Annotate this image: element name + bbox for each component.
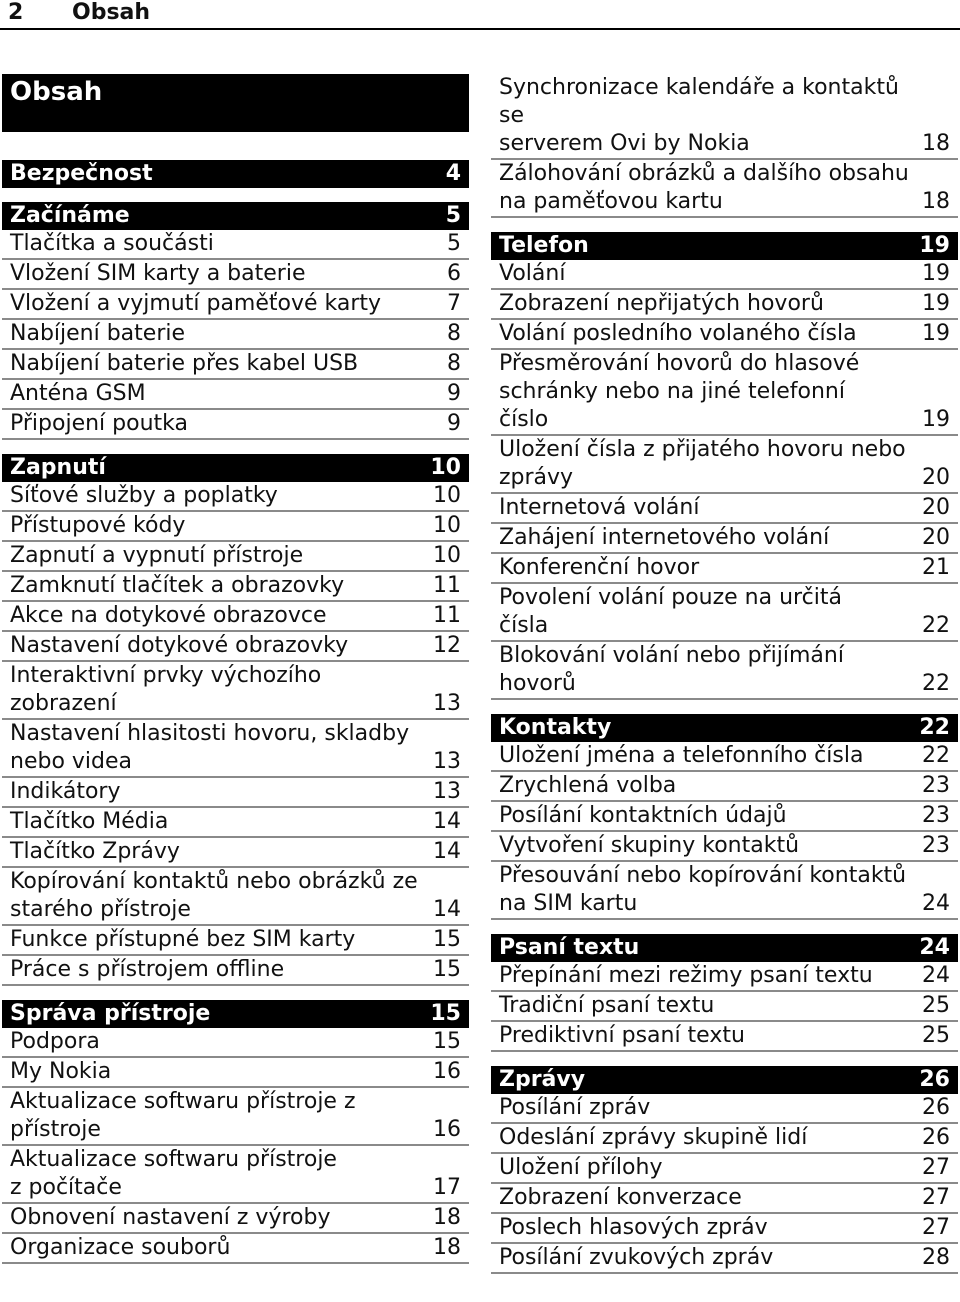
toc-entry-page: 12 (433, 633, 461, 658)
toc-entry[interactable] (2, 572, 469, 602)
toc-entry-text: Nastavení hlasitosti hovoru, skladby nebo videa (10, 721, 410, 774)
toc-entry-text: Nastavení dotykové obrazovky (10, 633, 349, 658)
toc-entry-page: 10 (433, 543, 461, 568)
toc-entry-text: Tlačítko Média (10, 809, 169, 834)
toc-entry-page: 11 (433, 603, 461, 628)
toc-entry-text: Zapnutí a vypnutí přístroje (10, 543, 304, 568)
section-heading-text: Zprávy (499, 1067, 586, 1092)
section-heading-text: Psaní textu (499, 935, 640, 960)
toc-entry-page: 9 (447, 411, 461, 436)
toc-entry[interactable] (491, 802, 958, 832)
toc-section (2, 160, 469, 188)
toc-entry-page: 23 (922, 773, 950, 798)
section-heading[interactable] (2, 454, 469, 482)
toc-entry-text: Internetová volání (499, 495, 700, 520)
section-heading-text: Bezpečnost (10, 161, 153, 186)
toc-entry-text: Zamknutí tlačítek a obrazovky (10, 573, 345, 598)
toc-entry-page: 25 (922, 993, 950, 1018)
toc-entry-text: Tlačítko Zprávy (10, 839, 180, 864)
toc-entry-page: 6 (447, 261, 461, 286)
toc-entry-page: 16 (433, 1117, 461, 1142)
toc-entry-page: 28 (922, 1245, 950, 1270)
toc-entry-text: Připojení poutka (10, 411, 188, 436)
section-heading[interactable] (491, 1066, 958, 1094)
toc-title: Obsah (2, 74, 469, 132)
toc-entry[interactable] (491, 494, 958, 524)
toc-entry-text: Volání posledního volaného čísla (499, 321, 857, 346)
toc-entry-page: 14 (433, 809, 461, 834)
toc-entry[interactable] (2, 720, 469, 778)
section-heading-page: 26 (919, 1067, 950, 1092)
toc-section (2, 202, 469, 440)
toc-entry-text: My Nokia (10, 1059, 112, 1084)
toc-entry[interactable] (2, 320, 469, 350)
toc-entry-page: 22 (922, 671, 950, 696)
toc-entry-text: Odeslání zprávy skupině lidí (499, 1125, 808, 1150)
toc-entry[interactable] (2, 542, 469, 572)
toc-entry-page: 23 (922, 833, 950, 858)
toc-entry-page: 20 (922, 495, 950, 520)
toc-entry[interactable] (2, 868, 469, 926)
toc-entry[interactable] (491, 642, 958, 700)
toc-entry-text: Funkce přístupné bez SIM karty (10, 927, 356, 952)
toc-entry-text: Nabíjení baterie přes kabel USB (10, 351, 359, 376)
toc-entry-page: 26 (922, 1125, 950, 1150)
toc-entry-text: Blokování volání nebo přijímání hovorů (499, 643, 844, 696)
toc-entry[interactable] (2, 956, 469, 986)
toc-entry[interactable] (2, 1058, 469, 1088)
toc-right-column (491, 74, 958, 1274)
toc-entry[interactable] (2, 838, 469, 868)
page-header-title: Obsah (72, 0, 151, 25)
toc-entry[interactable] (2, 290, 469, 320)
toc-entry[interactable] (2, 350, 469, 380)
toc-entry[interactable] (2, 410, 469, 440)
toc-entry[interactable] (2, 512, 469, 542)
toc-entry[interactable] (2, 808, 469, 838)
toc-entry[interactable] (2, 632, 469, 662)
toc-entry[interactable] (491, 742, 958, 772)
toc-entry-text: Aktualizace softwaru přístroje z počítače (10, 1147, 337, 1200)
toc-entry-page: 26 (922, 1095, 950, 1120)
toc-entry-text: Kopírování kontaktů nebo obrázků ze starého přístroje (10, 869, 418, 922)
section-heading[interactable] (491, 714, 958, 742)
toc-entry-text: Obnovení nastavení z výroby (10, 1205, 331, 1230)
toc-entry[interactable] (491, 160, 958, 218)
toc-entry-page: 27 (922, 1155, 950, 1180)
toc-entry-page: 18 (922, 189, 950, 214)
toc-entry[interactable] (491, 1094, 958, 1124)
toc-entry-page: 19 (922, 407, 950, 432)
toc-entry-page: 22 (922, 743, 950, 768)
toc-entry[interactable] (2, 230, 469, 260)
toc-entry-text: Konferenční hovor (499, 555, 700, 580)
toc-entry[interactable] (491, 320, 958, 350)
toc-entry-page: 5 (447, 231, 461, 256)
toc-entry-page: 14 (433, 839, 461, 864)
toc-entry-page: 10 (433, 513, 461, 538)
toc-entry-page: 15 (433, 1029, 461, 1054)
toc-entry[interactable] (491, 290, 958, 320)
toc-entry[interactable] (491, 862, 958, 920)
toc-entry[interactable] (2, 926, 469, 956)
toc-entry[interactable] (2, 482, 469, 512)
toc-entry-text: Zobrazení nepřijatých hovorů (499, 291, 824, 316)
toc-entry[interactable] (491, 74, 958, 160)
toc-entry-page: 19 (922, 321, 950, 346)
toc-entry[interactable] (491, 524, 958, 554)
toc-entry[interactable] (491, 832, 958, 862)
toc-entry-page: 17 (433, 1175, 461, 1200)
section-heading-page: 15 (430, 1001, 461, 1026)
continued-entries (491, 74, 958, 218)
toc-entry-text: Práce s přístrojem offline (10, 957, 285, 982)
toc-section (491, 934, 958, 1052)
section-heading-text: Kontakty (499, 715, 612, 740)
toc-entry-text: Uložení čísla z přijatého hovoru nebo zprávy (499, 437, 906, 490)
toc-entry[interactable] (2, 602, 469, 632)
section-heading-page: 24 (919, 935, 950, 960)
toc-entry-text: Posílání kontaktních údajů (499, 803, 787, 828)
toc-entry-page: 24 (922, 963, 950, 988)
toc-entry-text: Přesměrování hovorů do hlasové schránky nebo na jiné telefonní číslo (499, 351, 860, 432)
toc-entry[interactable] (491, 260, 958, 290)
toc-entry-text: Poslech hlasových zpráv (499, 1215, 768, 1240)
toc-entry-page: 25 (922, 1023, 950, 1048)
page-number: 2 (8, 0, 24, 25)
toc-entry-text: Zahájení internetového volání (499, 525, 830, 550)
toc-entry-text: Uložení přílohy (499, 1155, 663, 1180)
toc-entry-page: 27 (922, 1215, 950, 1240)
toc-entry[interactable] (491, 1244, 958, 1274)
toc-entry-text: Vložení a vyjmutí paměťové karty (10, 291, 382, 316)
toc-entry-page: 27 (922, 1185, 950, 1210)
toc-entry-text: Organizace souborů (10, 1235, 231, 1260)
toc-entry[interactable] (2, 1234, 469, 1264)
toc-entry-text: Přesouvání nebo kopírování kontaktů na SIM kartu (499, 863, 907, 916)
toc-entry-page: 15 (433, 927, 461, 952)
toc-entry-text: Nabíjení baterie (10, 321, 186, 346)
toc-entry[interactable] (491, 1184, 958, 1214)
toc-entry-text: Tradiční psaní textu (499, 993, 715, 1018)
section-heading-page: 5 (445, 203, 461, 228)
toc-entry-page: 21 (922, 555, 950, 580)
toc-entry[interactable] (2, 1204, 469, 1234)
toc-entry-text: Akce na dotykové obrazovce (10, 603, 327, 628)
left-sections (2, 160, 469, 1264)
toc-entry[interactable] (2, 1088, 469, 1146)
toc-section (2, 454, 469, 986)
toc-entry-text: Vytvoření skupiny kontaktů (499, 833, 800, 858)
toc-entry-page: 13 (433, 749, 461, 774)
toc-entry-page: 7 (447, 291, 461, 316)
toc-entry-page: 18 (433, 1235, 461, 1260)
toc-entry-page: 24 (922, 891, 950, 916)
toc-entry-page: 16 (433, 1059, 461, 1084)
toc-entry-text: Interaktivní prvky výchozího zobrazení (10, 663, 322, 716)
toc-entry-text: Tlačítka a součásti (10, 231, 214, 256)
toc-entry-page: 8 (447, 351, 461, 376)
section-heading-text: Správa přístroje (10, 1001, 211, 1026)
section-heading[interactable] (2, 202, 469, 230)
toc-entry-text: Zrychlená volba (499, 773, 677, 798)
section-heading-text: Začínáme (10, 203, 130, 228)
toc-entry[interactable] (491, 584, 958, 642)
toc-entry-text: Aktualizace softwaru přístroje z přístroje (10, 1089, 356, 1142)
toc-entry-text: Synchronizace kalendáře a kontaktů se serverem Ovi by Nokia (499, 75, 899, 156)
toc-entry-page: 9 (447, 381, 461, 406)
toc-entry-text: Vložení SIM karty a baterie (10, 261, 306, 286)
section-heading-page: 22 (919, 715, 950, 740)
toc-entry[interactable] (2, 1146, 469, 1204)
toc-section (491, 1066, 958, 1274)
toc-entry-page: 13 (433, 691, 461, 716)
toc-entry-page: 20 (922, 465, 950, 490)
toc-entry-page: 19 (922, 291, 950, 316)
toc-entry-page: 11 (433, 573, 461, 598)
section-heading[interactable] (2, 160, 469, 188)
section-heading[interactable] (491, 934, 958, 962)
toc-entry[interactable] (491, 436, 958, 494)
toc-entry-text: Zálohování obrázků a dalšího obsahu na paměťovou kartu (499, 161, 909, 214)
toc-entry-text: Prediktivní psaní textu (499, 1023, 745, 1048)
toc-section (491, 232, 958, 700)
toc-left-column (2, 74, 469, 1264)
toc-entry-page: 19 (922, 261, 950, 286)
toc-entry[interactable] (2, 260, 469, 290)
toc-entry[interactable] (491, 1154, 958, 1184)
toc-section (491, 714, 958, 920)
toc-entry-page: 8 (447, 321, 461, 346)
toc-entry[interactable] (491, 1214, 958, 1244)
toc-section (2, 1000, 469, 1264)
toc-entry[interactable] (2, 662, 469, 720)
toc-entry-page: 15 (433, 957, 461, 982)
toc-entry[interactable] (491, 772, 958, 802)
toc-entry-page: 14 (433, 897, 461, 922)
toc-entry-text: Uložení jména a telefonního čísla (499, 743, 864, 768)
toc-entry[interactable] (491, 554, 958, 584)
toc-entry-page: 22 (922, 613, 950, 638)
section-heading-text: Zapnutí (10, 455, 106, 480)
section-heading[interactable] (491, 232, 958, 260)
toc-entry[interactable] (2, 1028, 469, 1058)
toc-entry[interactable] (2, 380, 469, 410)
toc-entry-page: 10 (433, 483, 461, 508)
section-heading-page: 10 (430, 455, 461, 480)
toc-entry-text: Indikátory (10, 779, 121, 804)
right-sections (491, 232, 958, 1274)
toc-entry-text: Přístupové kódy (10, 513, 186, 538)
toc-entry[interactable] (491, 1124, 958, 1154)
toc-entry-page: 18 (433, 1205, 461, 1230)
toc-entry-page: 23 (922, 803, 950, 828)
section-heading-page: 19 (919, 233, 950, 258)
toc-entry-page: 20 (922, 525, 950, 550)
toc-entry-text: Posílání zpráv (499, 1095, 651, 1120)
toc-entry-page: 18 (922, 131, 950, 156)
section-heading[interactable] (2, 1000, 469, 1028)
section-heading-page: 4 (445, 161, 461, 186)
toc-entry-text: Volání (499, 261, 566, 286)
toc-entry-text: Anténa GSM (10, 381, 146, 406)
toc-entry[interactable] (491, 350, 958, 436)
toc-entry-text: Zobrazení konverzace (499, 1185, 742, 1210)
toc-entry-text: Přepínání mezi režimy psaní textu (499, 963, 873, 988)
page-header (0, 0, 960, 30)
toc-entry[interactable] (491, 992, 958, 1022)
toc-entry[interactable] (2, 778, 469, 808)
toc-entry[interactable] (491, 962, 958, 992)
section-heading-text: Telefon (499, 233, 589, 258)
toc-entry[interactable] (491, 1022, 958, 1052)
toc-entry-text: Podpora (10, 1029, 100, 1054)
toc-entry-text: Síťové služby a poplatky (10, 483, 278, 508)
toc-entry-text: Povolení volání pouze na určitá čísla (499, 585, 842, 638)
toc-entry-page: 13 (433, 779, 461, 804)
toc-entry-text: Posílání zvukových zpráv (499, 1245, 774, 1270)
